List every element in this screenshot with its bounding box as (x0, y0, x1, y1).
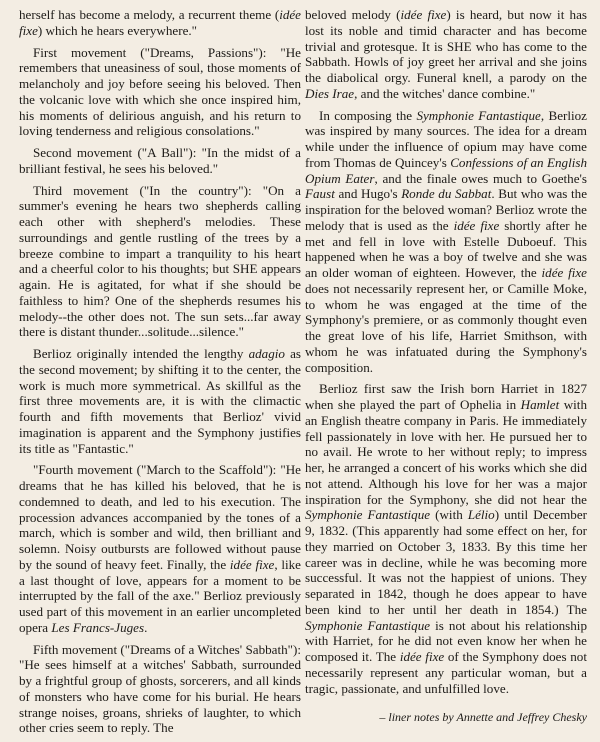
paragraph: herself has become a melody, a recurrent theme (idée fixe) which he hears everywhere." (19, 7, 301, 38)
paragraph: Berlioz originally intended the lengthy adagio as the second movement; by shifting it to the center, the work is much more symmetrical. As skillful as the first three movements are, it is with the climactic fourth and fifth movements that Berlioz' vivid imagination is apparent and the Symphony justifies its title as "Fantastic." (19, 346, 301, 456)
paragraph: Berlioz first saw the Irish born Harriet in 1827 when she played the part of Ophelia in Hamlet with an English theatre company in Paris. He immediately fell passionately in love with her. He pursued her to no avail. He wrote to her without reply; to impress her, he arranged a concert of his works which she did not attend. Although his love for her was a major inspiration for the Symphony, she did not hear the Symphonie Fantastique (with Lélio) until December 9, 1832. (This apparently had some effect on her, for they married on October 3, 1833. By this time her career was in decline, while he was becoming more successful. It was not the happiest of unions. They separated in 1842, though he does appear to have been kind to her until her death in 1854.) The Symphonie Fantastique is not about his relationship with Harriet, for he did not even know her when he composed it. The idée fixe of the Symphony does not necessarily represent any particular woman, but a tragic, passionate, and unfulfilled love. (305, 381, 587, 696)
paragraph: Third movement ("In the country"): "On a summer's evening he hears two shepherds calling each other with shepherd's melodies. These surroundings and gentle rustling of the trees by a breeze combine to impart a tranquility to his heart and a cheerful color to his thoughts; but SHE appears again. He is agitated, for what if she should be faithless to him? One of the shepherds resumes his melody--the other does not. The sun sets...far away there is distant thunder...solitude...silence." (19, 182, 301, 340)
paragraph: Second movement ("A Ball"): "In the midst of a brilliant festival, he sees his beloved." (19, 145, 301, 176)
left-column (19, 7, 301, 742)
paragraph: Fifth movement ("Dreams of a Witches' Sabbath"): "He sees himself at a witches' Sabbath, surrounded by a frightful group of ghosts, sorcerers, and all kinds of monsters who have come for his burial. He hears strange noises, groans, shrieks of laughter, to which other cries seem to reply. The (19, 641, 301, 736)
paragraph: "Fourth movement ("March to the Scaffold"): "He dreams that he has killed his beloved, that he is condemned to death, and led to his execution. The procession advances accompanied by the tones of a march, which is somber and wild, then brilliant and solemn. Noisy outbursts are followed without pause by the sound of heavy feet. Finally, the idée fixe, like a last thought of love, appears for a moment to be interrupted by the fall of the axe." Berlioz previously used part of this movement in an earlier uncompleted opera Les Francs-Juges. (19, 462, 301, 635)
paragraph: First movement ("Dreams, Passions"): "He remembers that uneasiness of soul, those moments of melancholy and joy before seeing his beloved. Then the volcanic love with which she once inspired him, his moments of delirious anguish, and his return to loving tenderness and religious consolations." (19, 44, 301, 139)
liner-notes-credit: – liner notes by Annette and Jeffrey Chesky (379, 710, 587, 725)
paragraph: beloved melody (idée fixe) is heard, but now it has lost its noble and timid character and has become trivial and grotesque. It is SHE who has come to the Sabbath. Howls of joy greet her arrival and she joins the diabolical orgy. Funeral knell, a parody on the Dies Irae, and the witches' dance combine." (305, 7, 587, 101)
right-column (305, 7, 587, 732)
paragraph: In composing the Symphonie Fantastique, Berlioz was inspired by many sources. The idea for a dream while under the influence of opium may have come from Thomas de Quincey's Confessions of an English Opium Eater, and the finale owes much to Goethe's Faust and Hugo's Ronde du Sabbat. But who was the inspiration for the beloved woman? Berlioz wrote the melody that is used as the idée fixe shortly after he met and fell in love with Estelle Duboeuf. This happened when he was a boy of twelve and she was an older woman of eighteen. However, the idée fixe does not necessarily represent her, or Camille Moke, to whom he was engaged at the time of the Symphony's premiere, or as commonly thought even the great love of his life, Harriet Smithson, with whom he was infatuated during the Symphony's composition. (305, 107, 588, 375)
